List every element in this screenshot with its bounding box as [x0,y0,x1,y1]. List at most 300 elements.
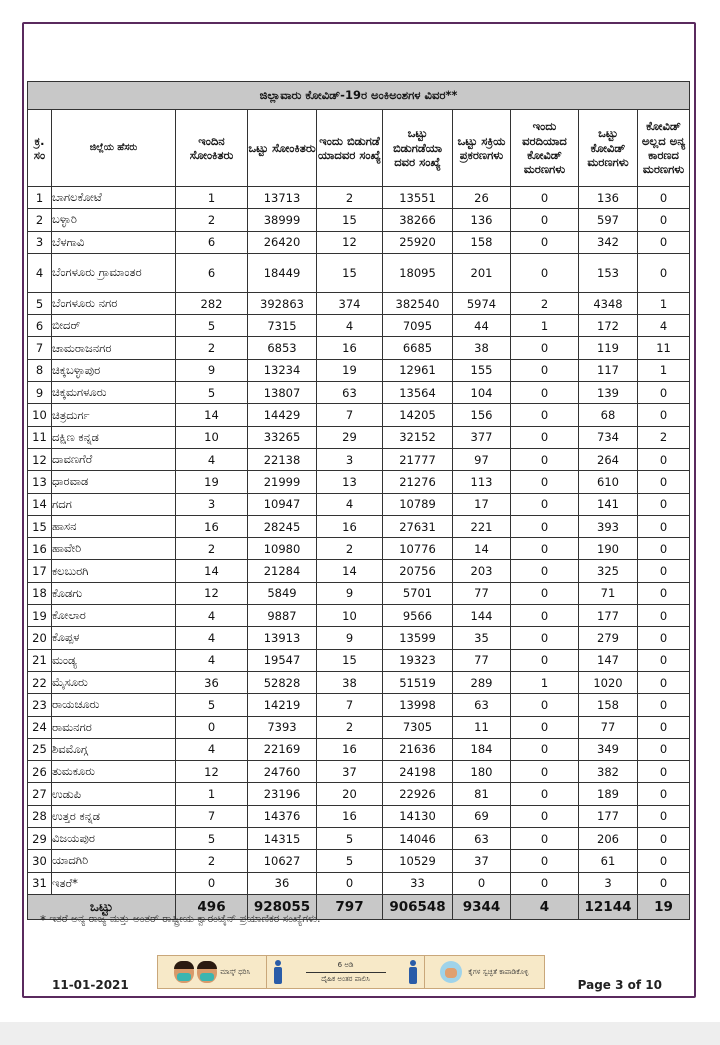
value-cell: 4 [317,315,383,337]
value-cell: 0 [511,209,579,231]
value-cell: 13807 [248,382,317,404]
district-name-cell: ಚಿಕ್ಕಮಗಳೂರು [52,382,176,404]
column-header: ಕೋವಿಡ್ ಅಲ್ಲದ ಅನ್ಯ ಕಾರಣದ ಮರಣಗಳು [638,110,690,187]
district-name-cell: ಚಾಮರಾಜನಗರ [52,337,176,359]
value-cell: 206 [579,828,638,850]
value-cell: 2 [317,716,383,738]
value-cell: 0 [638,805,690,827]
table-row [28,187,690,209]
value-cell: 4 [176,605,248,627]
value-cell: 19 [176,471,248,493]
value-cell: 0 [638,605,690,627]
value-cell: 382540 [383,292,453,314]
value-cell: 382 [579,761,638,783]
serial-number-cell: 19 [28,605,52,627]
value-cell: 6 [176,231,248,253]
value-cell: 19 [317,359,383,381]
value-cell: 1 [176,187,248,209]
value-cell: 13 [317,471,383,493]
handwash-icon [440,961,462,983]
value-cell: 19323 [383,649,453,671]
value-cell: 20 [317,783,383,805]
serial-number-cell: 23 [28,694,52,716]
value-cell: 18095 [383,253,453,292]
value-cell: 0 [638,850,690,872]
value-cell: 10529 [383,850,453,872]
value-cell: 139 [579,382,638,404]
value-cell: 0 [511,761,579,783]
value-cell: 28245 [248,515,317,537]
value-cell: 0 [176,872,248,894]
value-cell: 0 [638,404,690,426]
value-cell: 5 [176,315,248,337]
value-cell: 21777 [383,448,453,470]
value-cell: 5701 [383,582,453,604]
district-name-cell: ಉಡುಪಿ [52,783,176,805]
value-cell: 38999 [248,209,317,231]
value-cell: 5974 [453,292,511,314]
serial-number-cell: 30 [28,850,52,872]
value-cell: 14 [176,404,248,426]
district-name-cell: ಬೆಂಗಳೂರು ನಗರ [52,292,176,314]
value-cell: 4 [176,627,248,649]
total-value-cell: 906548 [383,894,453,919]
value-cell: 184 [453,738,511,760]
value-cell: 0 [511,627,579,649]
value-cell: 0 [511,694,579,716]
value-cell: 14046 [383,828,453,850]
total-value-cell: 797 [317,894,383,919]
value-cell: 22926 [383,783,453,805]
value-cell: 0 [511,538,579,560]
value-cell: 0 [638,448,690,470]
value-cell: 26420 [248,231,317,253]
value-cell: 77 [453,582,511,604]
value-cell: 0 [511,253,579,292]
table-row [28,738,690,760]
value-cell: 2 [317,187,383,209]
value-cell: 37 [453,850,511,872]
serial-number-cell: 18 [28,582,52,604]
value-cell: 180 [453,761,511,783]
column-header: ಕ್ರ. ಸಂ [28,110,52,187]
value-cell: 0 [511,738,579,760]
serial-number-cell: 1 [28,187,52,209]
distance-text: ದೈಹಿಕ ಅಂತರ ಪಾಲಿಸಿ [321,974,370,983]
value-cell: 7 [176,805,248,827]
value-cell: 0 [638,761,690,783]
value-cell: 144 [453,605,511,627]
district-name-cell: ಕೊಪ್ಪಳ [52,627,176,649]
column-header: ಒಟ್ಟು ಸಕ್ರಿಯ ಪ್ರಕರಣಗಳು [453,110,511,187]
value-cell: 5 [176,382,248,404]
district-name-cell: ಶಿವಮೊಗ್ಗ [52,738,176,760]
total-value-cell: 19 [638,894,690,919]
value-cell: 0 [511,716,579,738]
district-name-cell: ಯಾದಗಿರಿ [52,850,176,872]
district-name-cell: ಬೆಂಗಳೂರು ಗ್ರಾಮಾಂತರ [52,253,176,292]
table-row [28,627,690,649]
serial-number-cell: 25 [28,738,52,760]
value-cell: 14376 [248,805,317,827]
value-cell: 6853 [248,337,317,359]
value-cell: 13234 [248,359,317,381]
value-cell: 97 [453,448,511,470]
mask-section [158,956,267,988]
value-cell: 26 [453,187,511,209]
value-cell: 0 [638,783,690,805]
table-row [28,582,690,604]
value-cell: 4 [176,448,248,470]
value-cell: 734 [579,426,638,448]
value-cell: 3 [176,493,248,515]
serial-number-cell: 7 [28,337,52,359]
serial-number-cell: 17 [28,560,52,582]
value-cell: 10776 [383,538,453,560]
value-cell: 7095 [383,315,453,337]
value-cell: 0 [638,671,690,693]
value-cell: 14315 [248,828,317,850]
table-row [28,448,690,470]
value-cell: 7315 [248,315,317,337]
total-value-cell: 4 [511,894,579,919]
table-row [28,850,690,872]
table-row [28,471,690,493]
value-cell: 203 [453,560,511,582]
column-header: ಒಟ್ಟು ಕೋವಿಡ್ ಮರಣಗಳು [579,110,638,187]
value-cell: 282 [176,292,248,314]
value-cell: 0 [511,828,579,850]
column-header: ಇಂದಿನ ಸೋಂಕಿತರು [176,110,248,187]
table-row [28,493,690,515]
table-row [28,359,690,381]
value-cell: 5849 [248,582,317,604]
value-cell: 32152 [383,426,453,448]
table-row [28,671,690,693]
page-number: Page 3 of 10 [577,978,662,992]
value-cell: 0 [511,337,579,359]
district-name-cell: ಬಾಗಲಕೋಟೆ [52,187,176,209]
value-cell: 0 [176,716,248,738]
value-cell: 0 [638,738,690,760]
value-cell: 0 [638,694,690,716]
value-cell: 24198 [383,761,453,783]
serial-number-cell: 3 [28,231,52,253]
district-name-cell: ಧಾರವಾಡ [52,471,176,493]
value-cell: 0 [638,515,690,537]
value-cell: 0 [638,582,690,604]
value-cell: 1 [176,783,248,805]
value-cell: 1 [511,315,579,337]
value-cell: 156 [453,404,511,426]
value-cell: 14 [317,560,383,582]
serial-number-cell: 24 [28,716,52,738]
value-cell: 136 [453,209,511,231]
value-cell: 18449 [248,253,317,292]
value-cell: 13713 [248,187,317,209]
value-cell: 0 [511,471,579,493]
table-row [28,694,690,716]
value-cell: 77 [453,649,511,671]
district-name-cell: ಮೈಸೂರು [52,671,176,693]
value-cell: 61 [579,850,638,872]
value-cell: 0 [511,187,579,209]
serial-number-cell: 10 [28,404,52,426]
serial-number-cell: 11 [28,426,52,448]
value-cell: 177 [579,605,638,627]
value-cell: 221 [453,515,511,537]
value-cell: 0 [638,187,690,209]
footnote [40,913,320,927]
value-cell: 0 [638,493,690,515]
value-cell: 16 [317,515,383,537]
value-cell: 14 [176,560,248,582]
value-cell: 38 [453,337,511,359]
value-cell: 1020 [579,671,638,693]
footnote-text: ಇತರೆ ಅನ್ಯ ರಾಜ್ಯ ಮತ್ತು ಅಂತರ್ ರಾಷ್ಟ್ರೀಯ ಕ್ವಾರಂಟೈನ್ ಪ್ರಯಾಣಿಕರ ಸಂಖ್ಯೆಗಳು. [49,913,321,925]
value-cell: 13564 [383,382,453,404]
table-row [28,828,690,850]
value-cell: 22138 [248,448,317,470]
value-cell: 325 [579,560,638,582]
value-cell: 20756 [383,560,453,582]
value-cell: 393 [579,515,638,537]
value-cell: 17 [453,493,511,515]
value-cell: 52828 [248,671,317,693]
footnote-mark: * [40,913,46,927]
value-cell: 36 [248,872,317,894]
column-header: ಇಂದು ವರದಿಯಾದ ಕೋವಿಡ್ ಮರಣಗಳು [511,110,579,187]
covid-safety-banner [157,955,545,989]
value-cell: 2 [638,426,690,448]
value-cell: 24760 [248,761,317,783]
value-cell: 2 [511,292,579,314]
value-cell: 0 [511,359,579,381]
value-cell: 3 [317,448,383,470]
serial-number-cell: 26 [28,761,52,783]
value-cell: 5 [176,828,248,850]
value-cell: 0 [511,805,579,827]
value-cell: 13599 [383,627,453,649]
person-icon [408,960,418,984]
distance-section [267,956,424,988]
district-name-cell: ಬಳ್ಳಾರಿ [52,209,176,231]
value-cell: 10 [176,426,248,448]
value-cell: 10980 [248,538,317,560]
value-cell: 16 [317,738,383,760]
handwash-section [425,956,544,988]
district-name-cell: ಬೆಳಗಾವಿ [52,231,176,253]
district-name-cell: ಬೀದರ್ [52,315,176,337]
table-row [28,382,690,404]
value-cell: 51519 [383,671,453,693]
district-name-cell: ರಾಯಚೂರು [52,694,176,716]
value-cell: 104 [453,382,511,404]
table-row [28,337,690,359]
value-cell: 7393 [248,716,317,738]
value-cell: 141 [579,493,638,515]
serial-number-cell: 16 [28,538,52,560]
value-cell: 392863 [248,292,317,314]
district-name-cell: ದಕ್ಷಿಣ ಕನ್ನಡ [52,426,176,448]
value-cell: 5 [176,694,248,716]
district-name-cell: ಉತ್ತರ ಕನ್ನಡ [52,805,176,827]
value-cell: 2 [176,538,248,560]
value-cell: 35 [453,627,511,649]
distance-label [306,961,386,984]
value-cell: 14205 [383,404,453,426]
value-cell: 0 [511,382,579,404]
value-cell: 16 [317,805,383,827]
value-cell: 289 [453,671,511,693]
value-cell: 0 [638,828,690,850]
value-cell: 177 [579,805,638,827]
value-cell: 0 [511,560,579,582]
value-cell: 0 [511,493,579,515]
district-name-cell: ದಾವಣಗೆರೆ [52,448,176,470]
district-covid-table-wrapper [27,81,689,920]
value-cell: 15 [317,209,383,231]
value-cell: 0 [638,253,690,292]
serial-number-cell: 2 [28,209,52,231]
value-cell: 12 [176,761,248,783]
value-cell: 21284 [248,560,317,582]
handwash-text: ಕೈಗಳ ಸ್ವಚ್ಛತೆ ಕಾಪಾಡಿಕೊಳ್ಳಿ [468,967,529,976]
district-name-cell: ರಾಮನಗರ [52,716,176,738]
value-cell: 4 [317,493,383,515]
value-cell: 2 [317,538,383,560]
value-cell: 10 [317,605,383,627]
value-cell: 2 [176,337,248,359]
value-cell: 10627 [248,850,317,872]
serial-number-cell: 9 [28,382,52,404]
value-cell: 19547 [248,649,317,671]
value-cell: 69 [453,805,511,827]
serial-number-cell: 28 [28,805,52,827]
value-cell: 33 [383,872,453,894]
table-row [28,209,690,231]
value-cell: 0 [511,448,579,470]
value-cell: 1 [511,671,579,693]
table-row [28,560,690,582]
value-cell: 0 [511,872,579,894]
district-name-cell: ಕೊಡಗು [52,582,176,604]
value-cell: 377 [453,426,511,448]
value-cell: 9 [317,582,383,604]
value-cell: 0 [638,538,690,560]
value-cell: 5 [317,850,383,872]
value-cell: 14130 [383,805,453,827]
distance-arrow-icon [306,972,386,973]
value-cell: 13913 [248,627,317,649]
value-cell: 5 [317,828,383,850]
serial-number-cell: 13 [28,471,52,493]
table-row [28,292,690,314]
serial-number-cell: 22 [28,671,52,693]
value-cell: 14219 [248,694,317,716]
value-cell: 190 [579,538,638,560]
value-cell: 113 [453,471,511,493]
serial-number-cell: 14 [28,493,52,515]
value-cell: 12 [317,231,383,253]
table-title: ಜಿಲ್ಲಾವಾರು ಕೋವಿಡ್-19ರ ಅಂಕಿಅಂಶಗಳ ವಿವರ** [28,82,690,110]
value-cell: 0 [511,605,579,627]
value-cell: 27631 [383,515,453,537]
value-cell: 6685 [383,337,453,359]
column-header: ಇಂದು ಬಿಡುಗಡೆ ಯಾದವರ ಸಂಖ್ಯೆ [317,110,383,187]
value-cell: 4 [638,315,690,337]
value-cell: 10947 [248,493,317,515]
value-cell: 7 [317,404,383,426]
value-cell: 0 [511,850,579,872]
value-cell: 264 [579,448,638,470]
value-cell: 1 [638,292,690,314]
column-header: ಒಟ್ಟು ಬಿಡುಗಡೆಯಾ ದವರ ಸಂಖ್ಯೆ [383,110,453,187]
value-cell: 172 [579,315,638,337]
value-cell: 153 [579,253,638,292]
value-cell: 119 [579,337,638,359]
value-cell: 11 [638,337,690,359]
value-cell: 0 [453,872,511,894]
mask-text: ಮಾಸ್ಕ್ ಧರಿಸಿ [220,967,251,976]
masked-face-icon [197,961,217,983]
table-row [28,231,690,253]
table-row [28,538,690,560]
column-header: ಜಿಲ್ಲೆಯ ಹೆಸರು [52,110,176,187]
value-cell: 158 [579,694,638,716]
value-cell: 349 [579,738,638,760]
value-cell: 201 [453,253,511,292]
value-cell: 81 [453,783,511,805]
total-label-cell: ಒಟ್ಟು [28,894,176,919]
district-name-cell: ಮಂಡ್ಯ [52,649,176,671]
table-row [28,426,690,448]
value-cell: 38 [317,671,383,693]
value-cell: 189 [579,783,638,805]
value-cell: 0 [511,426,579,448]
value-cell: 15 [317,253,383,292]
masked-face-icon [174,961,194,983]
value-cell: 12961 [383,359,453,381]
value-cell: 71 [579,582,638,604]
value-cell: 0 [511,649,579,671]
serial-number-cell: 5 [28,292,52,314]
value-cell: 136 [579,187,638,209]
value-cell: 29 [317,426,383,448]
value-cell: 0 [638,209,690,231]
value-cell: 77 [579,716,638,738]
value-cell: 16 [176,515,248,537]
value-cell: 9 [176,359,248,381]
report-date: 11-01-2021 [52,978,129,992]
value-cell: 279 [579,627,638,649]
value-cell: 21276 [383,471,453,493]
table-row [28,649,690,671]
column-header: ಒಟ್ಟು ಸೋಂಕಿತರು [248,110,317,187]
value-cell: 3 [579,872,638,894]
total-value-cell: 9344 [453,894,511,919]
table-row [28,605,690,627]
table-row [28,783,690,805]
value-cell: 9566 [383,605,453,627]
serial-number-cell: 29 [28,828,52,850]
value-cell: 0 [638,471,690,493]
value-cell: 0 [511,231,579,253]
value-cell: 0 [638,627,690,649]
value-cell: 4348 [579,292,638,314]
district-name-cell: ಚಿತ್ರದುರ್ಗ [52,404,176,426]
value-cell: 33265 [248,426,317,448]
